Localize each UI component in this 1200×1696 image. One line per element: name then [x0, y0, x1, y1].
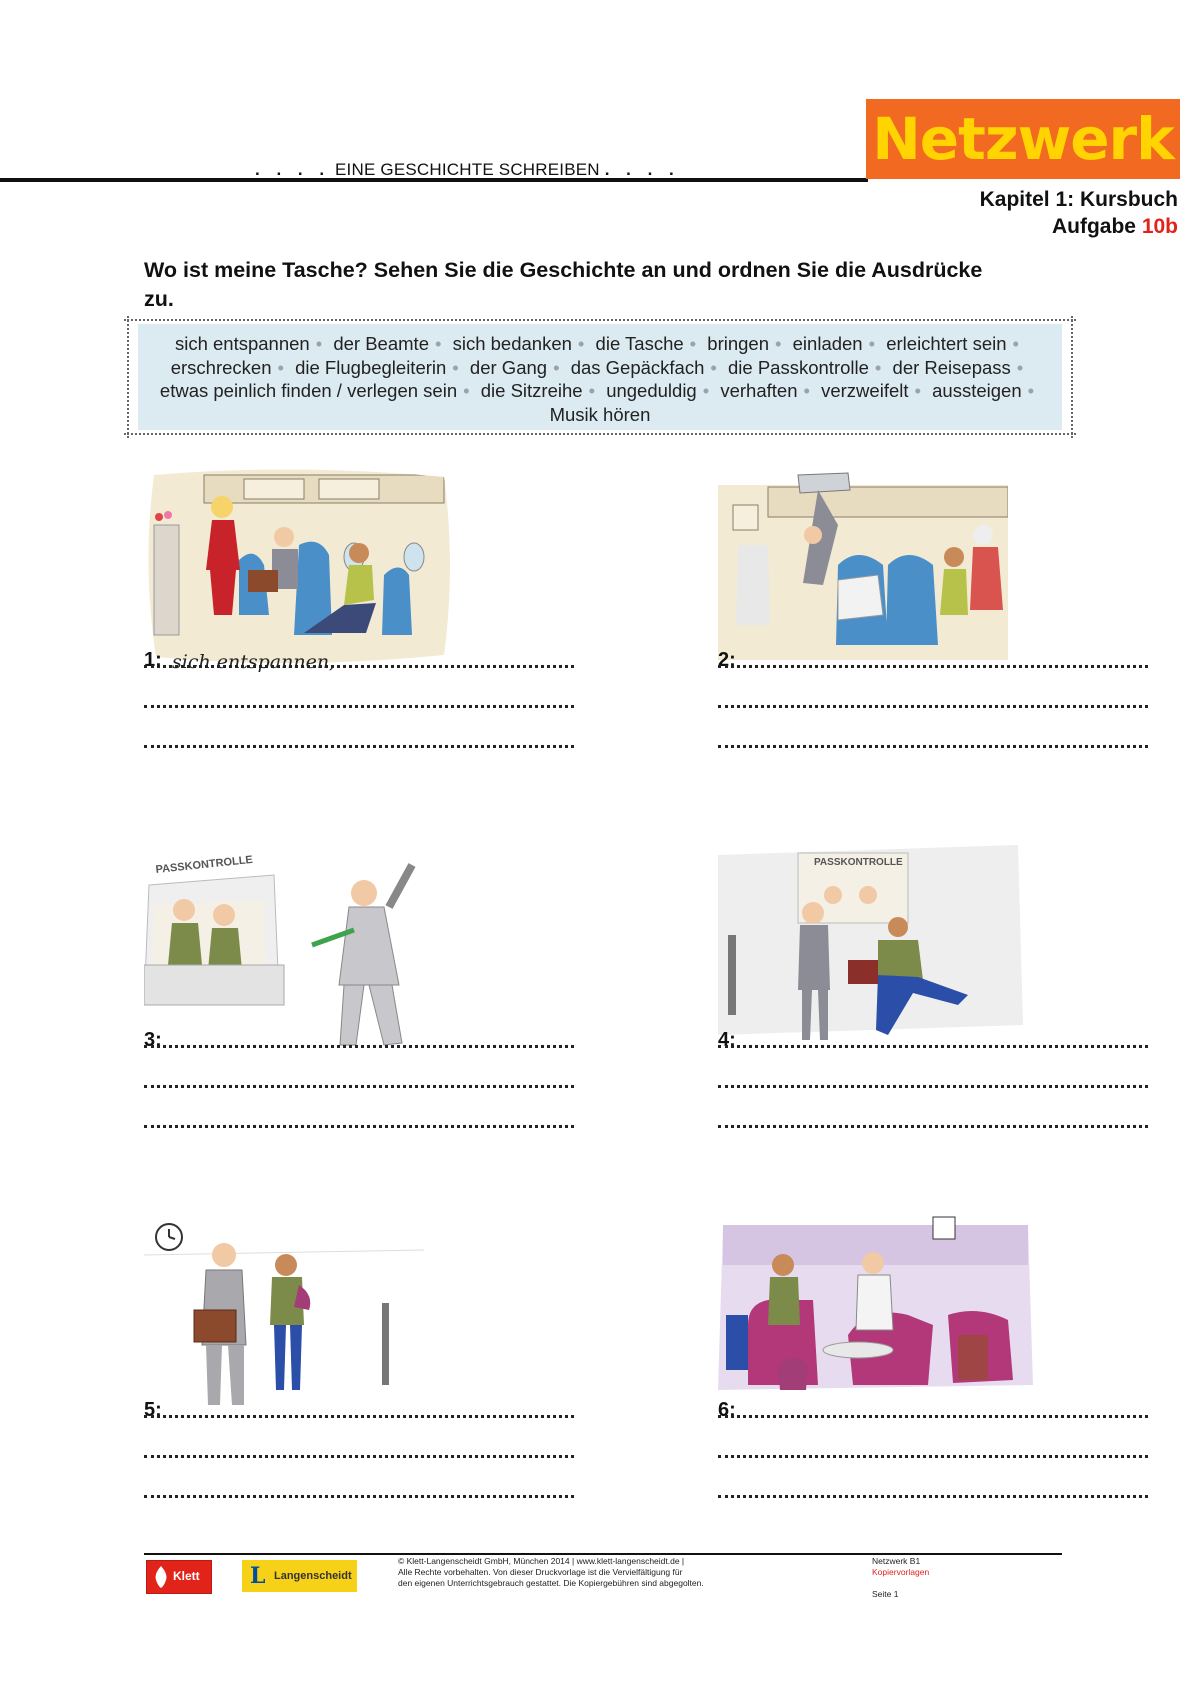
illustration-bag-returned — [718, 845, 1028, 1050]
word-box-border-left — [127, 316, 129, 438]
story-panel-1 — [144, 465, 594, 795]
word-box-border-right — [1071, 316, 1073, 438]
word-item: erschrecken — [170, 356, 272, 378]
word-separator: • — [553, 356, 560, 378]
klett-logo — [146, 1560, 212, 1594]
story-panel-3 — [144, 845, 594, 1175]
word-item: die Sitzreihe — [480, 380, 583, 401]
word-item: der Beamte — [333, 333, 429, 354]
netzwerk-logo — [866, 99, 1180, 179]
illustration-cabin-relax — [144, 465, 454, 670]
chapter-label: Kapitel 1: Kursbuch — [979, 188, 1178, 211]
illustration-passport-control — [144, 845, 454, 1050]
word-separator: • — [710, 356, 717, 378]
word-item: Musik hören — [549, 403, 651, 425]
panel-2-number: 2: — [718, 649, 736, 671]
answer-line[interactable] — [144, 1125, 574, 1128]
answer-line[interactable] — [718, 1045, 1148, 1048]
langenscheidt-name: Langenscheidt — [274, 1570, 352, 1582]
word-separator: • — [1027, 380, 1035, 401]
copyright-line-3: den eigenen Unterrichtsgebrauch gestattet. Die Kopiergebühren sind abgegolten. — [398, 1578, 704, 1588]
footer-rule — [144, 1553, 1062, 1555]
word-separator: • — [577, 333, 585, 354]
word-item: der Gang — [469, 356, 548, 378]
word-item: ungeduldig — [606, 380, 697, 401]
story-panel-5 — [144, 1215, 594, 1545]
illustration-lounge — [718, 1215, 1038, 1415]
word-item: sich entspannen — [174, 333, 310, 354]
word-separator: • — [914, 380, 921, 401]
footer-page: Seite 1 — [872, 1589, 899, 1599]
story-panel-2 — [718, 465, 1168, 795]
word-separator: • — [277, 356, 284, 378]
word-item: einladen — [792, 333, 863, 354]
answer-line[interactable] — [144, 665, 574, 668]
task-instruction: Wo ist meine Tasche? Sehen Sie die Geschichte an und ordnen Sie die Ausdrücke zu. — [144, 258, 983, 311]
answer-line[interactable] — [144, 705, 574, 708]
word-item: erleichtert sein — [886, 333, 1007, 354]
word-separator: • — [702, 380, 710, 401]
panel-3-number: 3: — [144, 1029, 162, 1051]
copyright-notice — [398, 1556, 818, 1589]
word-box-border-top — [124, 319, 1076, 321]
word-item: die Flugbegleiterin — [295, 356, 447, 378]
langenscheidt-l-icon: L — [250, 1563, 266, 1589]
panel-1-answer: sich entspannen, — [172, 651, 336, 673]
word-separator: • — [1012, 333, 1020, 354]
section-title: EINE GESCHICHTE SCHREIBEN — [335, 160, 600, 179]
word-separator: • — [452, 356, 459, 378]
word-separator: • — [689, 333, 697, 354]
section-dots-right: . . . . — [604, 160, 680, 179]
word-item: der Reisepass — [892, 356, 1011, 378]
answer-line[interactable] — [718, 1455, 1148, 1458]
answer-line[interactable] — [718, 1125, 1148, 1128]
panel-6-number: 6: — [718, 1399, 736, 1421]
word-item: bringen — [707, 333, 770, 354]
answer-line[interactable] — [144, 745, 574, 748]
task-number: 10b — [1141, 215, 1178, 238]
word-separator: • — [588, 380, 596, 401]
answer-line[interactable] — [144, 1085, 574, 1088]
word-box-border-bottom — [124, 433, 1076, 435]
footer-type: Kopiervorlagen — [872, 1567, 930, 1577]
answer-line[interactable] — [718, 665, 1148, 668]
brand-name: Netzwerk — [872, 105, 1174, 173]
answer-line[interactable] — [144, 1455, 574, 1458]
panel-4-number: 4: — [718, 1029, 736, 1051]
word-separator: • — [434, 333, 442, 354]
illustration-overhead-bin — [718, 465, 1008, 670]
answer-line[interactable] — [718, 1415, 1148, 1418]
word-item: verzweifelt — [821, 380, 909, 401]
task-label-line — [980, 213, 1178, 240]
footer-book-info — [872, 1556, 929, 1600]
word-separator: • — [775, 333, 782, 354]
word-item: das Gepäckfach — [570, 356, 705, 378]
word-separator: • — [868, 333, 876, 354]
section-heading — [255, 160, 680, 180]
answer-line[interactable] — [144, 1415, 574, 1418]
word-item: die Passkontrolle — [728, 356, 869, 378]
panel-1-number: 1: — [144, 649, 162, 671]
clock-icon — [933, 1217, 955, 1239]
sign-label: PASSKONTROLLE — [155, 853, 254, 876]
answer-line[interactable] — [144, 1495, 574, 1498]
story-panel-6 — [718, 1215, 1168, 1545]
story-panel-4 — [718, 845, 1168, 1175]
word-item: verhaften — [720, 380, 798, 401]
word-item: die Tasche — [595, 333, 684, 354]
word-separator: • — [463, 380, 470, 401]
word-separator: • — [874, 356, 882, 378]
word-item: sich bedanken — [452, 333, 572, 354]
word-item: aussteigen — [932, 380, 1022, 401]
illustration-thanks — [144, 1215, 444, 1415]
answer-line[interactable] — [718, 1495, 1148, 1498]
klett-flame-icon — [150, 1564, 172, 1590]
klett-name: Klett — [173, 1569, 200, 1583]
answer-line[interactable] — [718, 745, 1148, 748]
word-separator: • — [1016, 356, 1024, 378]
langenscheidt-logo — [242, 1560, 357, 1592]
section-dots-left: . . . . — [255, 160, 331, 179]
answer-line[interactable] — [718, 705, 1148, 708]
answer-line[interactable] — [144, 1045, 574, 1048]
word-item: etwas peinlich finden / verlegen sein — [159, 380, 458, 401]
sign-label: PASSKONTROLLE — [814, 857, 903, 868]
word-separator: • — [803, 380, 810, 401]
task-label: Aufgabe — [1051, 215, 1136, 238]
chapter-info — [980, 186, 1178, 240]
footer-book: Netzwerk B1 — [872, 1556, 921, 1566]
copyright-line-1: © Klett-Langenscheidt GmbH, München 2014 | www.klett-langenscheidt.de | — [398, 1556, 685, 1566]
panel-5-number: 5: — [144, 1399, 162, 1421]
answer-line[interactable] — [718, 1085, 1148, 1088]
word-box — [124, 316, 1076, 438]
word-list — [144, 332, 1056, 426]
copyright-line-2: Alle Rechte vorbehalten. Von dieser Druckvorlage ist die Vervielfältigung für — [398, 1567, 683, 1577]
word-separator: • — [315, 333, 323, 354]
